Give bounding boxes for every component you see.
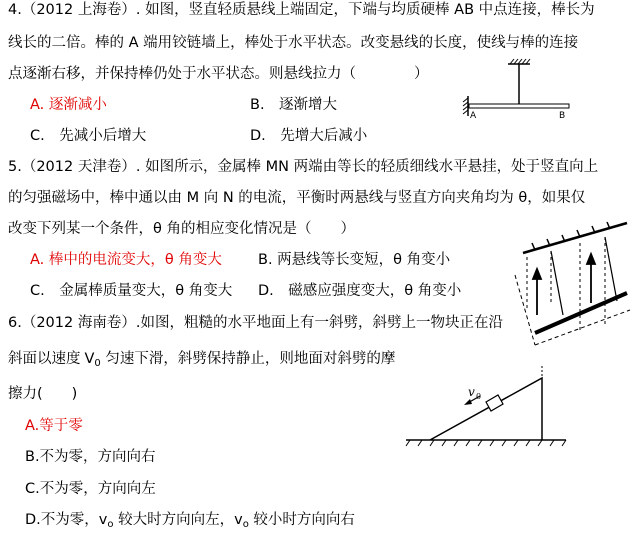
q4-option-d[interactable]: D. 先增大后减小 (250, 128, 368, 144)
q4-option-c[interactable]: C. 先减小后增大 (30, 128, 147, 144)
q6-option-d-mid: 较大时方向向左，v (113, 512, 243, 528)
q6-v-symbol: V (84, 351, 95, 367)
q6-stem-line-2-post: 匀速下滑，斜劈保持静止，则地面对斜劈的摩 (105, 351, 396, 367)
q6-option-b[interactable]: B.不为零，方向向右 (25, 449, 156, 465)
q6-stem-line-1: 6.（2012 海南卷）.如图，粗糙的水平地面上有一斜劈，斜劈上一物块正在沿 (8, 315, 503, 331)
q6-stem-line-3: 擦力( ) (8, 386, 78, 402)
q4-stem-line-1: 4.（2012 上海卷）. 如图，竖直轻质悬线上端固定，下端与均质硬棒 AB 中点连接，棒长为 (8, 2, 595, 18)
q5-stem-line-2: 的匀强磁场中，棒中通以由 M 向 N 的电流，平衡时两悬线与竖直方向夹角均为 θ，如果仅 (8, 190, 586, 206)
q6-v-label-sub: 0 (476, 392, 482, 401)
q4-label-b: B (559, 111, 566, 121)
q4-option-a[interactable]: A. 逐渐减小 (30, 97, 107, 113)
q5-option-d[interactable]: D. 磁感应强度变大，θ 角变小 (258, 283, 462, 299)
q6-option-c[interactable]: C.不为零，方向向左 (25, 481, 156, 497)
q6-incline-figure (400, 366, 570, 452)
q6-option-d-pre: D.不为零，v (25, 512, 108, 528)
q6-option-d-post: 较小时方向向右 (248, 512, 355, 528)
q5-magnetic-rod-figure (505, 215, 635, 350)
q4-label-a: A (470, 111, 477, 121)
q6-option-d-sub2: o (242, 519, 249, 530)
q5-option-c[interactable]: C. 金属棒质量变大，θ 角变大 (30, 283, 233, 299)
q6-option-d[interactable] (25, 510, 355, 535)
q6-stem-line-2 (8, 349, 395, 374)
q5-stem-line-1: 5.（2012 天津卷）. 如图所示，金属棒 MN 两端由等长的轻质细线水平悬挂，处于竖直向上 (8, 159, 599, 175)
q6-v-label: v (468, 385, 475, 399)
q6-v-sub: 0 (94, 358, 101, 369)
q4-option-b[interactable]: B. 逐渐增大 (250, 97, 338, 113)
q6-option-a[interactable]: A.等于零 (25, 418, 83, 434)
q4-rod-figure (458, 58, 578, 124)
q4-stem-line-3: 点逐渐右移，并保持棒仍处于水平状态。则悬线拉力（ ） (8, 66, 429, 82)
q6-option-d-sub1: o (107, 519, 114, 530)
q5-stem-line-3: 改变下列某一个条件，θ 角的相应变化情况是（ ） (8, 221, 355, 237)
q6-stem-line-2-pre: 斜面以速度 (8, 351, 81, 367)
q5-option-b[interactable]: B. 两悬线等长变短，θ 角变小 (258, 252, 451, 268)
q4-stem-line-2: 线长的二倍。棒的 A 端用铰链墙上，棒处于水平状态。改变悬线的长度，使线与棒的连接 (8, 35, 579, 51)
q5-option-a[interactable]: A. 棒中的电流变大，θ 角变大 (30, 252, 222, 268)
